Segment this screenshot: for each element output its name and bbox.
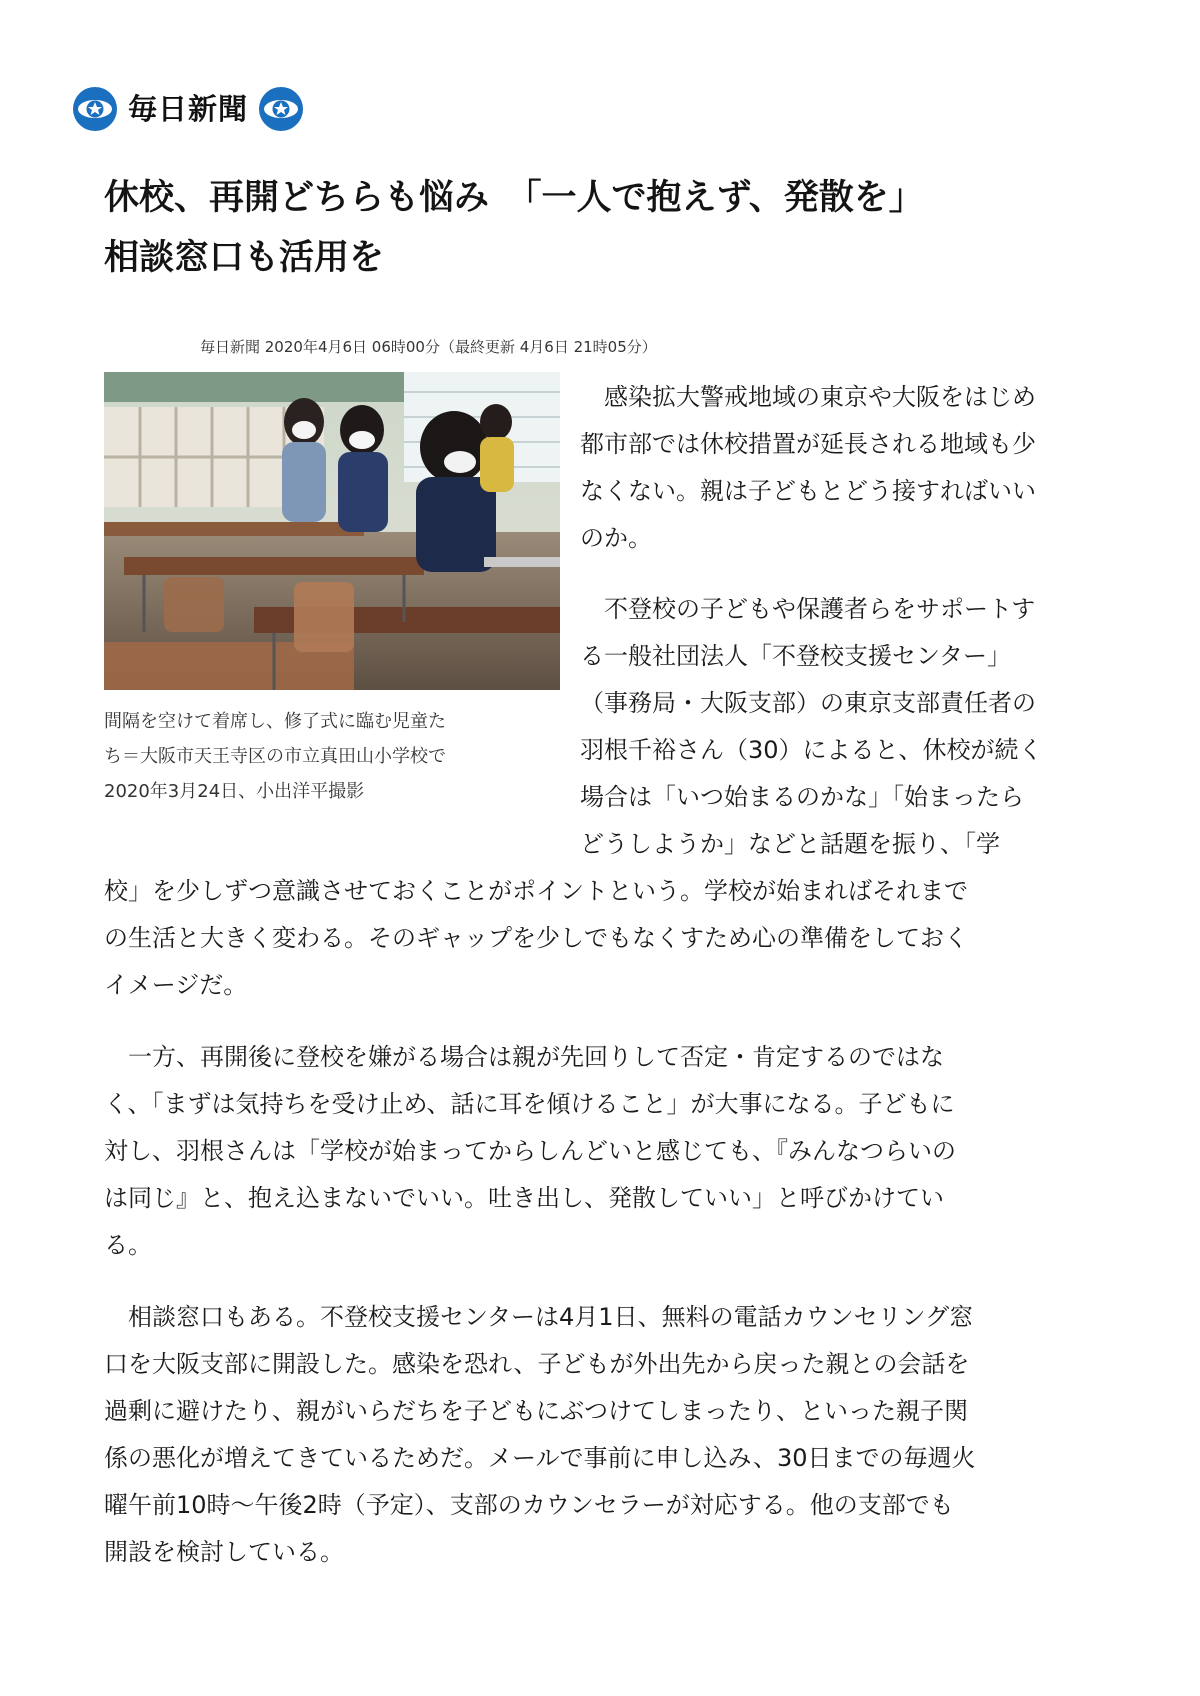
paragraph-line: 一方、再開後に登校を嫌がる場合は親が先回りして否定・肯定するのではな — [104, 1043, 944, 1071]
paragraph-line: 校」を少しずつ意識させておくことがポイントという。学校が始まればそれまで — [104, 877, 968, 905]
masthead-title: 毎日新聞 — [128, 92, 249, 126]
paragraph-line: どうしようか」などと話題を振り、「学 — [580, 830, 1000, 858]
paragraph-line: る。 — [104, 1231, 152, 1259]
paragraph-line: 対し、羽根さんは「学校が始まってからしんどいと感じても、『みんなつらいの — [104, 1137, 956, 1165]
paragraph-line: 羽根千裕さん（30）によると、休校が続く — [580, 736, 1043, 764]
article-paragraph-3 — [104, 1034, 1104, 1269]
mainichi-emblem-icon — [72, 86, 118, 132]
headline-line: 休校、再開どちらも悩み 「一人で抱えず、発散を」 — [104, 178, 924, 218]
paragraph-line: 都市部では休校措置が延長される地域も少 — [580, 430, 1036, 458]
caption-line: 2020年3月24日、小出洋平撮影 — [104, 781, 365, 802]
article-headline — [104, 168, 1104, 288]
headline-line: 相談窓口も活用を — [104, 238, 385, 278]
paragraph-line: のか。 — [580, 524, 652, 552]
mainichi-emblem-icon — [258, 86, 304, 132]
paragraph-line: る一般社団法人「不登校支援センター」 — [580, 642, 1012, 670]
paragraph-line: なくない。親は子どもとどう接すればいい — [580, 477, 1036, 505]
paragraph-line: 不登校の子どもや保護者らをサポートす — [580, 595, 1036, 623]
paragraph-line: （事務局・大阪支部）の東京支部責任者の — [580, 689, 1036, 717]
paragraph-line: 場合は「いつ始まるのかな」「始まったら — [580, 783, 1024, 811]
paragraph-line: 係の悪化が増えてきているためだ。メールで事前に申し込み、30日までの毎週火 — [104, 1444, 976, 1472]
article-paragraph-1 — [104, 374, 1104, 562]
caption-line: 間隔を空けて着席し、修了式に臨む児童た — [104, 711, 446, 732]
paragraph-line: 口を大阪支部に開設した。感染を恐れ、子どもが外出先から戻った親との会話を — [104, 1350, 970, 1378]
article-byline: 毎日新聞 2020年4月6日 06時00分（最終更新 4月6日 21時05分） — [200, 338, 657, 356]
paragraph-line: 感染拡大警戒地域の東京や大阪をはじめ — [580, 383, 1036, 411]
paragraph-line: の生活と大きく変わる。そのギャップを少しでもなくすため心の準備をしておく — [104, 924, 968, 952]
masthead — [72, 84, 304, 134]
article-paragraph-2 — [104, 586, 1104, 868]
paragraph-line: は同じ』と、抱え込まないでいい。吐き出し、発散していい」と呼びかけてい — [104, 1184, 944, 1212]
paragraph-line: 過剰に避けたり、親がいらだちを子どもにぶつけてしまったり、といった親子関 — [104, 1397, 968, 1425]
paragraph-line: イメージだ。 — [104, 971, 248, 999]
paragraph-line: く、「まずは気持ちを受け止め、話に耳を傾けること」が大事になる。子どもに — [104, 1090, 955, 1118]
article-paragraph-4 — [104, 1294, 1104, 1576]
paragraph-line: 曜午前10時～午後2時（予定）、支部のカウンセラーが対応する。他の支部でも — [104, 1491, 954, 1519]
paragraph-line: 相談窓口もある。不登校支援センターは4月1日、無料の電話カウンセリング窓 — [104, 1303, 974, 1331]
caption-line: ち＝大阪市天王寺区の市立真田山小学校で — [104, 746, 446, 767]
article-paragraph-2-continued — [104, 868, 1104, 1009]
paragraph-line: 開設を検討している。 — [104, 1538, 344, 1566]
